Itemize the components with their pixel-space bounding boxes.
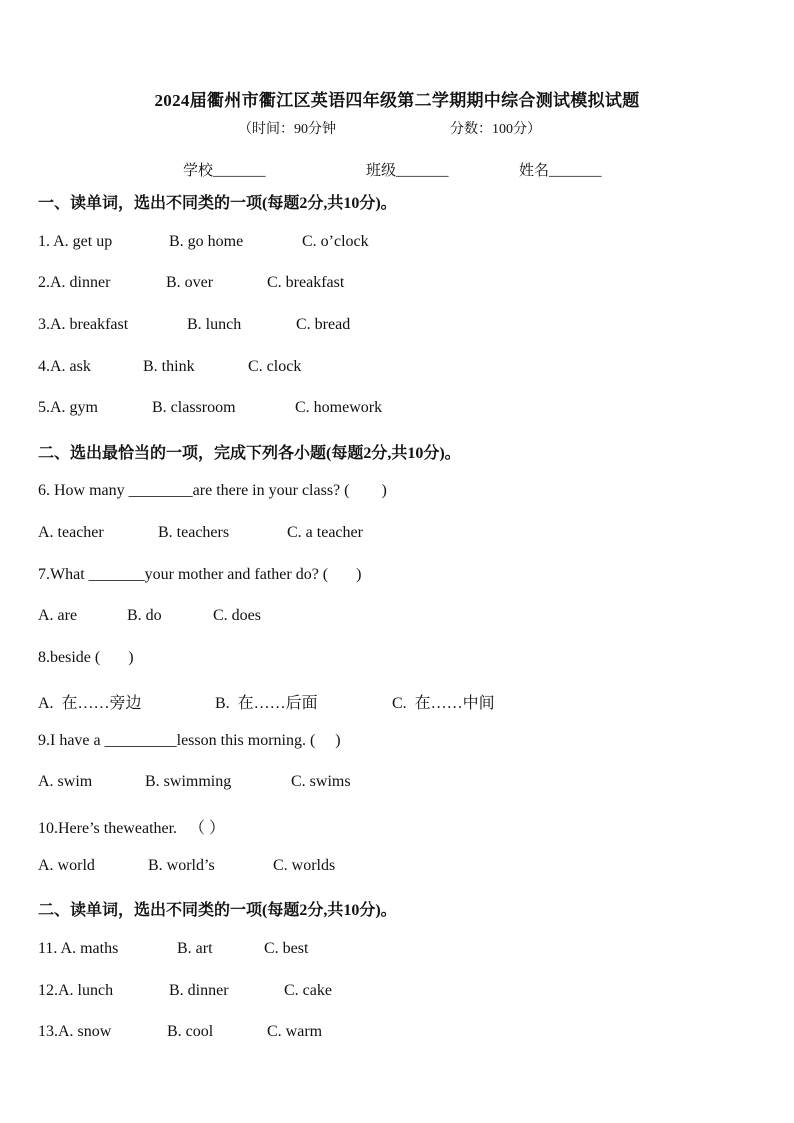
question-8-stem: 8.beside ( ) bbox=[38, 649, 134, 666]
exam-score: 分数：100分） bbox=[450, 122, 541, 137]
question-12-option-b: B. dinner bbox=[169, 982, 229, 999]
question-10-option-a: A. world bbox=[38, 857, 95, 874]
question-10-option-b: B. world’s bbox=[148, 857, 215, 874]
question-7-option-c: C. does bbox=[213, 607, 261, 624]
question-10-option-c: C. worlds bbox=[273, 857, 336, 874]
section-1-heading: 一、读单词，选出不同类的一项(每题2分,共10分)。 bbox=[38, 195, 397, 212]
question-7-option-a: A. are bbox=[38, 607, 78, 624]
question-3-option-a: 3.A. breakfast bbox=[38, 316, 129, 333]
question-5-option-c: C. homework bbox=[295, 399, 383, 416]
question-2-option-c: C. breakfast bbox=[267, 274, 345, 291]
question-3-option-c: C. bread bbox=[296, 316, 351, 333]
name-field: 姓名_______ bbox=[519, 163, 602, 179]
question-11-option-c: C. best bbox=[264, 940, 309, 957]
question-1-option-b: B. go home bbox=[169, 233, 244, 250]
question-12-option-a: 12.A. lunch bbox=[38, 982, 114, 999]
question-13-option-b: B. cool bbox=[167, 1023, 214, 1040]
question-9-option-a: A. swim bbox=[38, 773, 93, 790]
question-2-option-a: 2.A. dinner bbox=[38, 274, 111, 291]
question-5-option-a: 5.A. gym bbox=[38, 399, 98, 416]
section-2-heading: 二、选出最恰当的一项，完成下列各小题(每题2分,共10分)。 bbox=[38, 445, 461, 462]
question-11-option-a: 11. A. maths bbox=[38, 940, 119, 957]
question-2-option-b: B. over bbox=[166, 274, 214, 291]
exam-title: 2024届衢州市衢江区英语四年级第二学期期中综合测试模拟试题 bbox=[154, 91, 640, 110]
question-1-option-c: C. o’clock bbox=[302, 233, 369, 250]
question-5-option-b: B. classroom bbox=[152, 399, 236, 416]
question-8-option-c: C. 在……中间 bbox=[392, 695, 495, 712]
question-6-stem: 6. How many ________are there in your class? ( ) bbox=[38, 482, 387, 499]
question-4-option-b: B. think bbox=[143, 358, 195, 375]
question-13-option-c: C. warm bbox=[267, 1023, 323, 1040]
question-7-stem: 7.What _______your mother and father do? ( ) bbox=[38, 566, 362, 583]
question-9-stem: 9.I have a _________lesson this morning. ( ) bbox=[38, 732, 341, 749]
question-6-option-c: C. a teacher bbox=[287, 524, 363, 541]
question-4-option-c: C. clock bbox=[248, 358, 302, 375]
question-12-option-c: C. cake bbox=[284, 982, 332, 999]
question-4-option-a: 4.A. ask bbox=[38, 358, 91, 375]
school-field: 学校_______ bbox=[183, 163, 266, 179]
question-6-option-a: A. teacher bbox=[38, 524, 104, 541]
class-field: 班级_______ bbox=[366, 163, 449, 179]
question-1-option-a: 1. A. get up bbox=[38, 233, 113, 250]
question-8-option-a: A. 在……旁边 bbox=[38, 695, 142, 712]
question-9-option-b: B. swimming bbox=[145, 773, 232, 790]
question-3-option-b: B. lunch bbox=[187, 316, 242, 333]
question-6-option-b: B. teachers bbox=[158, 524, 230, 541]
exam-time: （时间：90分钟 bbox=[238, 122, 336, 137]
question-10-stem: 10.Here’s theweather. （ ） bbox=[38, 820, 226, 837]
question-13-option-a: 13.A. snow bbox=[38, 1023, 112, 1040]
question-9-option-c: C. swims bbox=[291, 773, 351, 790]
section-3-heading: 二、读单词，选出不同类的一项(每题2分,共10分)。 bbox=[38, 902, 397, 919]
question-11-option-b: B. art bbox=[177, 940, 213, 957]
question-7-option-b: B. do bbox=[127, 607, 162, 624]
question-8-option-b: B. 在……后面 bbox=[215, 695, 318, 712]
